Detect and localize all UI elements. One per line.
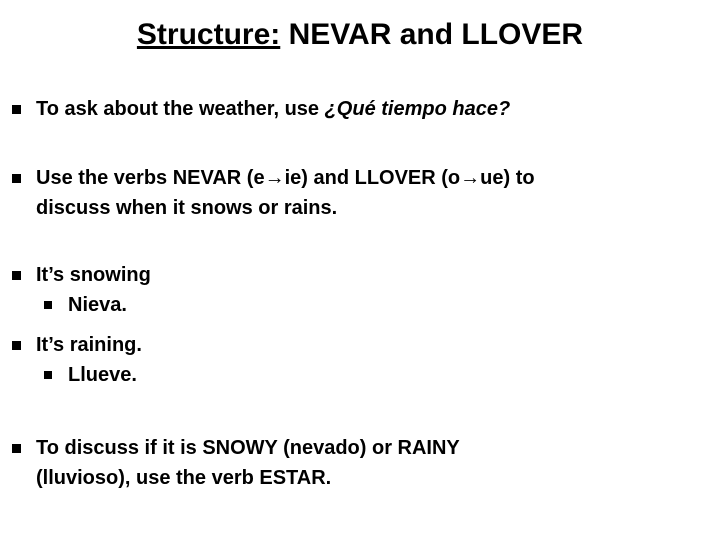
bullet-square-icon [12,105,21,114]
title-rest: NEVAR and LLOVER [280,18,584,51]
arrow-right-icon: → [264,167,285,189]
title-prefix: Structure: [136,18,281,51]
bullet-2-line1-c: ue) to [480,167,535,189]
bullet-1-italic: ¿Qué tiempo hace? [324,98,511,120]
sub-bullet-square-icon [44,301,52,309]
bullet-2-line1-a: Use the verbs NEVAR (e [36,167,265,189]
bullet-5-line1: To discuss if it is SNOWY (nevado) or RAINY [36,437,460,459]
bullet-2-line2: discuss when it snows or rains. [36,197,338,219]
bullet-5-line2: (lluvioso), use the verb ESTAR. [36,467,332,489]
bullet-4-sub: Llueve. [68,364,137,386]
bullet-3-text: It’s snowing [36,264,151,286]
bullet-square-icon [12,174,21,183]
bullet-4-text: It’s raining. [36,334,142,356]
bullet-square-icon [12,341,21,350]
sub-bullet-square-icon [44,371,52,379]
bullet-3-sub: Nieva. [68,294,127,316]
bullet-1-text: To ask about the weather, use [36,98,325,120]
slide-title [0,18,720,52]
arrow-right-icon: → [460,167,481,189]
bullet-2-line1-b: ie) and LLOVER (o [284,167,461,189]
bullet-square-icon [12,444,21,453]
bullet-square-icon [12,271,21,280]
